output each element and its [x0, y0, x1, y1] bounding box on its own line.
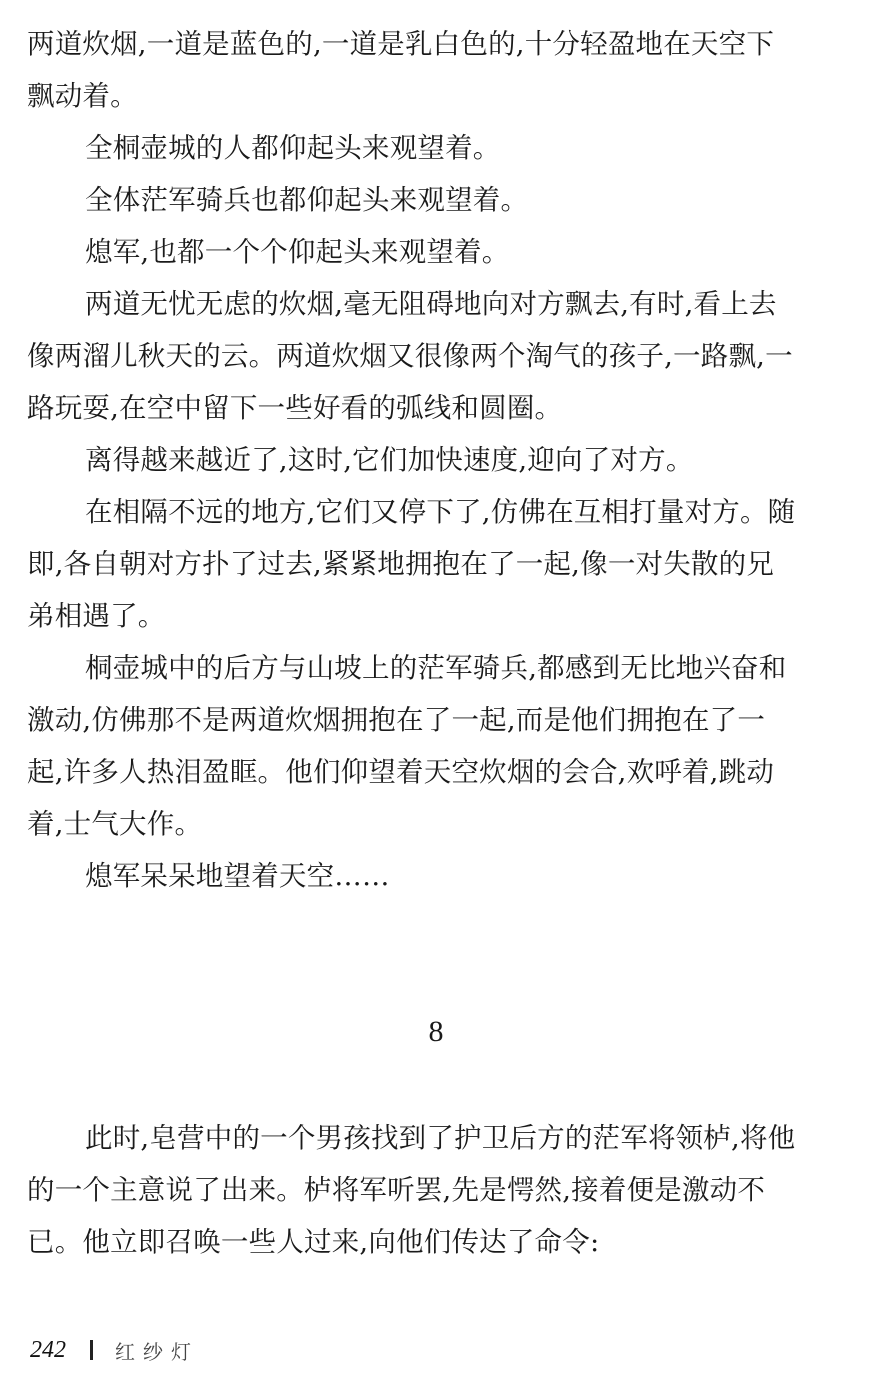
text-line: 即,各自朝对方扑了过去,紧紧地拥抱在了一起,像一对失散的兄	[27, 548, 775, 580]
text-line: 在相隔不远的地方,它们又停下了,仿佛在互相打量对方。随	[85, 496, 796, 528]
page-footer	[30, 1330, 199, 1370]
text-line: 飘动着。	[27, 80, 138, 112]
text-line: 全桐壶城的人都仰起头来观望着。	[85, 132, 501, 164]
text-line: 起,许多人热泪盈眶。他们仰望着天空炊烟的会合,欢呼着,跳动	[27, 756, 775, 788]
text-line: 两道炊烟,一道是蓝色的,一道是乳白色的,十分轻盈地在天空下	[27, 28, 775, 60]
text-line: 两道无忧无虑的炊烟,毫无阻碍地向对方飘去,有时,看上去	[85, 288, 777, 320]
text-line: 着,士气大作。	[27, 808, 203, 840]
text-line: 激动,仿佛那不是两道炊烟拥抱在了一起,而是他们拥抱在了一	[27, 704, 766, 736]
text-line: 像两溜儿秋天的云。两道炊烟又很像两个淘气的孩子,一路飘,一	[27, 340, 793, 372]
book-title: 红纱灯	[115, 1339, 199, 1364]
text-line: 熄军,也都一个个仰起头来观望着。	[85, 236, 510, 268]
section-number: 8	[428, 1015, 444, 1048]
text-line: 弟相遇了。	[27, 600, 166, 632]
text-line: 熄军呆呆地望着天空……	[85, 860, 390, 892]
text-line: 全体茫军骑兵也都仰起头来观望着。	[85, 184, 529, 216]
text-line: 的一个主意说了出来。栌将军听罢,先是愕然,接着便是激动不	[27, 1174, 766, 1206]
text-line: 离得越来越近了,这时,它们加快速度,迎向了对方。	[85, 444, 694, 476]
text-line: 桐壶城中的后方与山坡上的茫军骑兵,都感到无比地兴奋和	[85, 652, 787, 684]
footer-divider	[90, 1340, 93, 1360]
text-line: 路玩耍,在空中留下一些好看的弧线和圆圈。	[27, 392, 563, 424]
page-number: 242	[30, 1336, 66, 1363]
text-line: 已。他立即召唤一些人过来,向他们传达了命令:	[27, 1226, 600, 1258]
text-line: 此时,皂营中的一个男孩找到了护卫后方的茫军将领栌,将他	[85, 1122, 796, 1154]
